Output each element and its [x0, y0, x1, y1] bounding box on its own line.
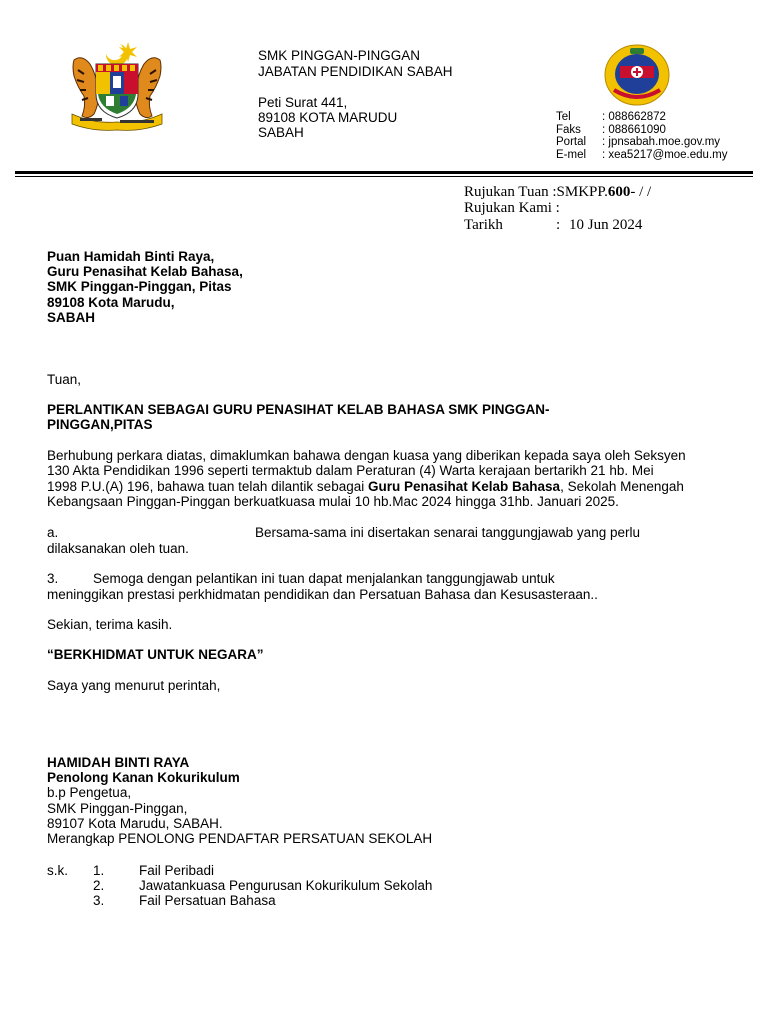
signatory-name: HAMIDAH BINTI RAYA — [47, 755, 190, 770]
recipient-address: SABAH — [47, 310, 96, 325]
contact-details — [556, 111, 727, 161]
sabah-education-department-logo-icon — [604, 44, 670, 106]
address-line: Peti Surat 441, — [258, 95, 348, 110]
contact-row-email: E-mel : xea5217@moe.edu.my — [556, 148, 728, 161]
letterhead — [0, 0, 768, 180]
paragraph-1: Kebangsaan Pinggan-Pinggan berkuatkuasa mulai 10 hb.Mac 2024 hingga 31hb. Januari 2025. — [47, 494, 619, 509]
paragraph-a: Bersama-sama ini disertakan senarai tanggungjawab yang perlu — [255, 525, 640, 540]
sign-off: Saya yang menurut perintah, — [47, 678, 221, 693]
closing-remark: Sekian, terima kasih. — [47, 617, 173, 632]
signatory-detail: Merangkap PENOLONG PENDAFTAR PERSATUAN SEKOLAH — [47, 831, 433, 846]
cc-item: 1. Fail Peribadi — [93, 863, 215, 878]
paragraph-a-marker: a. — [47, 525, 59, 540]
salutation: Tuan, — [47, 372, 82, 387]
subject-heading: PINGGAN,PITAS — [47, 417, 153, 432]
contact-row-portal: Portal : jpnsabah.moe.gov.my — [556, 136, 721, 149]
school-name: SMK PINGGAN-PINGGAN — [258, 48, 421, 63]
header-divider-thin — [15, 176, 753, 177]
malaysia-coat-of-arms-icon — [68, 40, 166, 132]
contact-row-phone: Tel : 088662872 — [556, 111, 666, 123]
paragraph-1: Berhubung perkara diatas, dimaklumkan bahawa dengan kuasa yang diberikan kepada saya oleh Seksyen — [47, 448, 686, 463]
paragraph-1: 130 Akta Pendidikan 1996 seperti termaktub dalam Peraturan (4) Warta kerajaan bertarikh 21 hb. Mei — [47, 463, 654, 478]
address-line: SABAH — [258, 125, 304, 140]
your-reference: Rujukan Tuan :SMKPP.600- / / — [464, 184, 652, 200]
motto: “BERKHIDMAT UNTUK NEGARA” — [47, 647, 264, 662]
paragraph-3-marker: 3. — [47, 571, 59, 586]
cc-item: 2. Jawatankuasa Pengurusan Kokurikulum Sekolah — [93, 878, 433, 893]
recipient-address: Guru Penasihat Kelab Bahasa, — [47, 264, 243, 279]
recipient-address: SMK Pinggan-Pinggan, Pitas — [47, 279, 232, 294]
department-name: JABATAN PENDIDIKAN SABAH — [258, 64, 453, 79]
cc-label: s.k. — [47, 863, 69, 878]
letter-date: Tarikh : 10 Jun 2024 — [464, 217, 643, 233]
signatory-detail: 89107 Kota Marudu, SABAH. — [47, 816, 223, 831]
signatory-detail: b.p Pengetua, — [47, 785, 132, 800]
paragraph-3: Semoga dengan pelantikan ini tuan dapat menjalankan tanggungjawab untuk — [93, 571, 555, 586]
header-divider-thick — [15, 171, 753, 174]
subject-heading: PERLANTIKAN SEBAGAI GURU PENASIHAT KELAB BAHASA SMK PINGGAN- — [47, 402, 550, 417]
signatory-detail: SMK Pinggan-Pinggan, — [47, 801, 188, 816]
contact-row-fax: Faks : 088661090 — [556, 123, 666, 136]
paragraph-3: meninggikan prestasi perkhidmatan pendidikan dan Persatuan Bahasa dan Kesusasteraan.. — [47, 587, 598, 602]
our-reference: Rujukan Kami : — [464, 200, 560, 216]
paragraph-a: dilaksanakan oleh tuan. — [47, 541, 189, 556]
paragraph-1: 1998 P.U.(A) 196, bahawa tuan telah dilantik sebagai Guru Penasihat Kelab Bahasa, Sekolah Menengah — [47, 479, 684, 494]
recipient-name: Puan Hamidah Binti Raya, — [47, 249, 215, 264]
address-line: 89108 KOTA MARUDU — [258, 110, 398, 125]
cc-item: 3. Fail Persatuan Bahasa — [93, 893, 276, 908]
recipient-address: 89108 Kota Marudu, — [47, 295, 175, 310]
signatory-title: Penolong Kanan Kokurikulum — [47, 770, 240, 785]
